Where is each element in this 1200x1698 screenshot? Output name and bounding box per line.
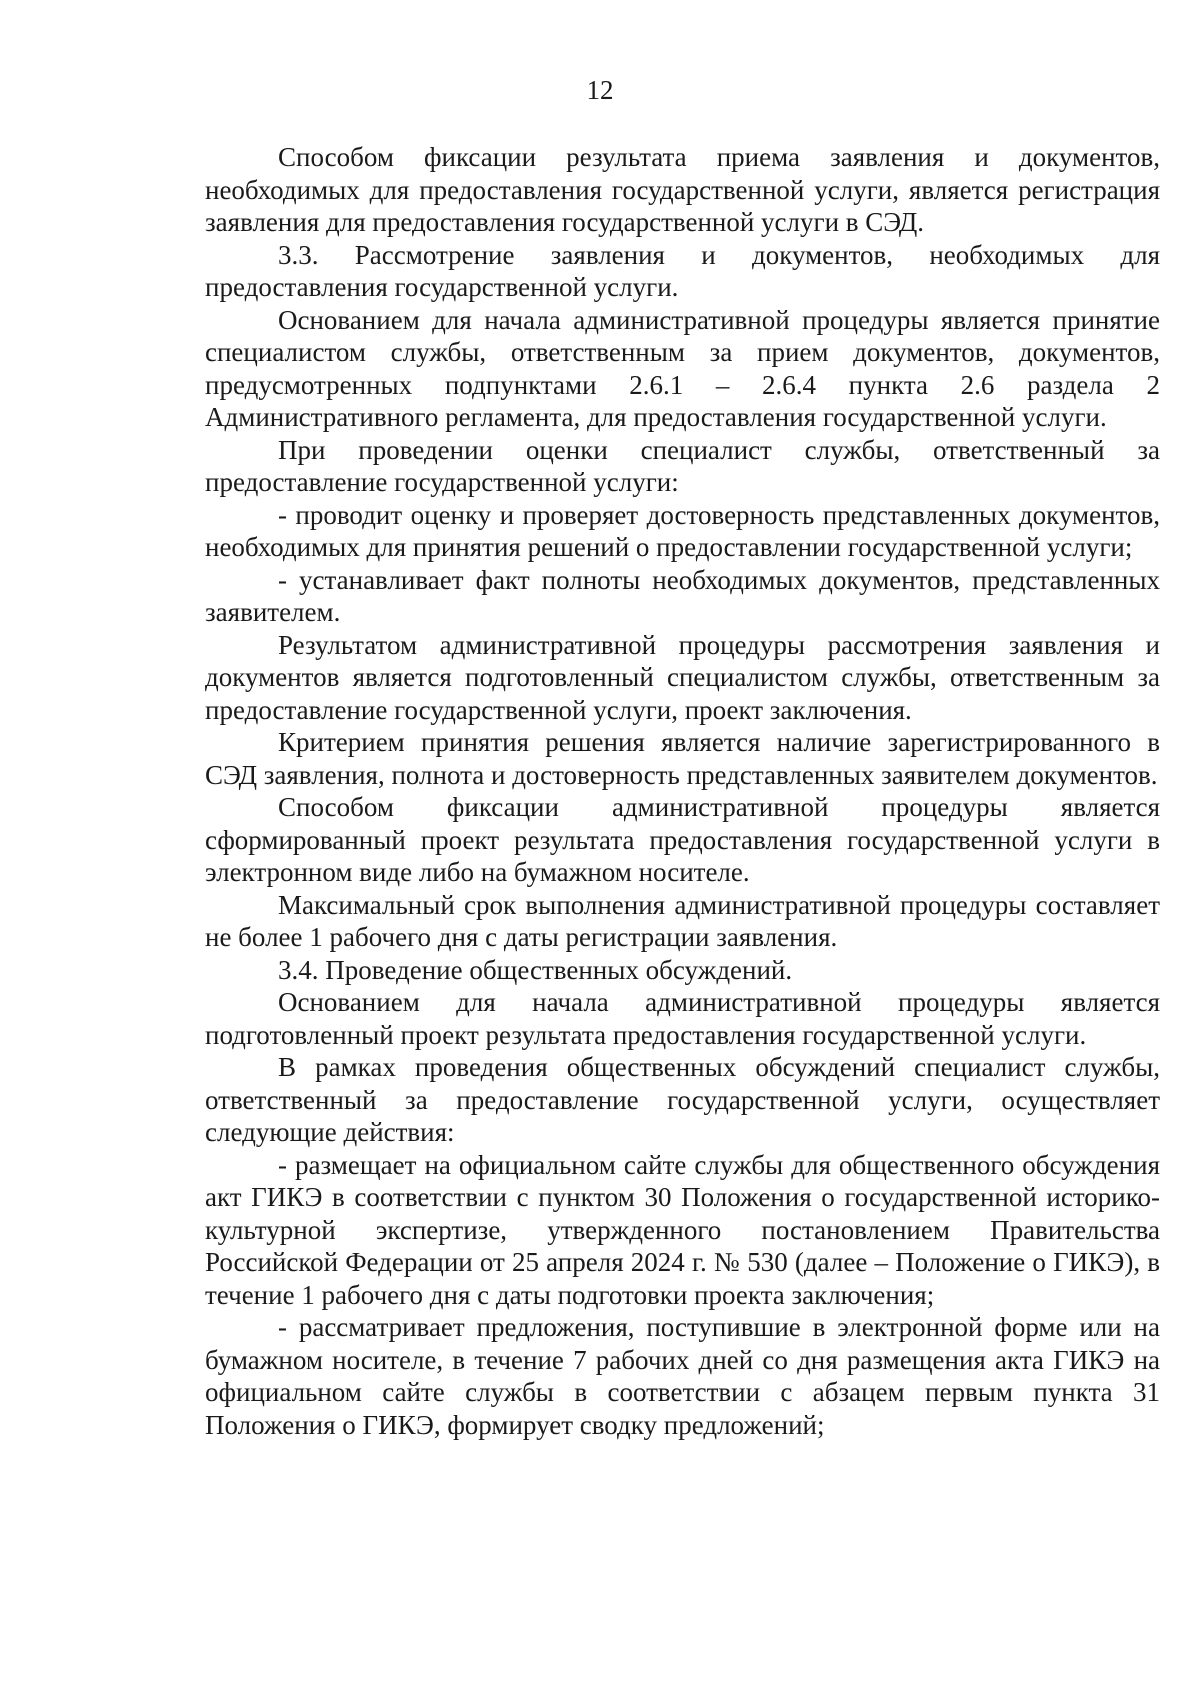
paragraph-discussion-actions: В рамках проведения общественных обсуждений специалист службы, ответственный за предоставление государственной услуги, осуществляет следующие действия:: [205, 1052, 1160, 1147]
paragraph-assessment-intro: При проведении оценки специалист службы, ответственный за предоставление государственной услуги:: [205, 434, 1160, 497]
list-item-publish-act: - размещает на официальном сайте службы для общественного обсуждения акт ГИКЭ в соответствии с пунктом 30 Положения о государственной историко-культурной экспертизе, утвержденного постановлением Правительства Российской Федерации от 25 апреля 2024 г. № 530 (далее – Положение о ГИКЭ), в течение 1 рабочего дня с даты подготовки проекта заключения;: [205, 1149, 1160, 1310]
section-heading-3-4: 3.4. Проведение общественных обсуждений.: [278, 954, 793, 985]
paragraph-discussion-basis: Основанием для начала административной процедуры является подготовленный проект результата предоставления государственной услуги.: [205, 987, 1160, 1050]
list-item-review-proposals: - рассматривает предложения, поступившие в электронной форме или на бумажном носителе, в течение 7 рабочих дней со дня размещения акта ГИКЭ на официальном сайте службы в соответствии с абзацем первым пункта 31 Положения о ГИКЭ, формирует сводку предложений;: [205, 1312, 1160, 1440]
paragraph-procedure-basis: Основанием для начала административной процедуры является принятие специалистом службы, ответственным за прием документов, документов, предусмотренных подпунктами 2.6.1 – 2.6.4 пункта 2.6 раздела 2 Административного регламента, для предоставления государственной услуги.: [205, 304, 1160, 432]
list-item-completeness: - устанавливает факт полноты необходимых документов, представленных заявителем.: [205, 564, 1160, 627]
paragraph-decision-criterion: Критерием принятия решения является наличие зарегистрированного в СЭД заявления, полнота и достоверность представленных заявителем документов.: [205, 727, 1160, 790]
page-number: 12: [586, 75, 614, 105]
paragraph-max-duration: Максимальный срок выполнения административной процедуры составляет не более 1 рабочего дня с даты регистрации заявления.: [205, 889, 1160, 952]
section-heading-3-3: 3.3. Рассмотрение заявления и документов, необходимых для предоставления государственной услуги.: [205, 239, 1160, 302]
paragraph-fixation-method: Способом фиксации административной процедуры является сформированный проект результата предоставления государственной услуги в электронном виде либо на бумажном носителе.: [205, 792, 1160, 887]
paragraph-registration-method: Способом фиксации результата приема заявления и документов, необходимых для предоставления государственной услуги, является регистрация заявления для предоставления государственной услуги в СЭД.: [205, 142, 1160, 237]
document-body: [205, 141, 1160, 1441]
paragraph-procedure-result: Результатом административной процедуры рассмотрения заявления и документов является подготовленный специалистом службы, ответственным за предоставление государственной услуги, проект заключения.: [205, 629, 1160, 725]
list-item-assessment-check: - проводит оценку и проверяет достоверность представленных документов, необходимых для принятия решений о предоставлении государственной услуги;: [205, 499, 1160, 562]
